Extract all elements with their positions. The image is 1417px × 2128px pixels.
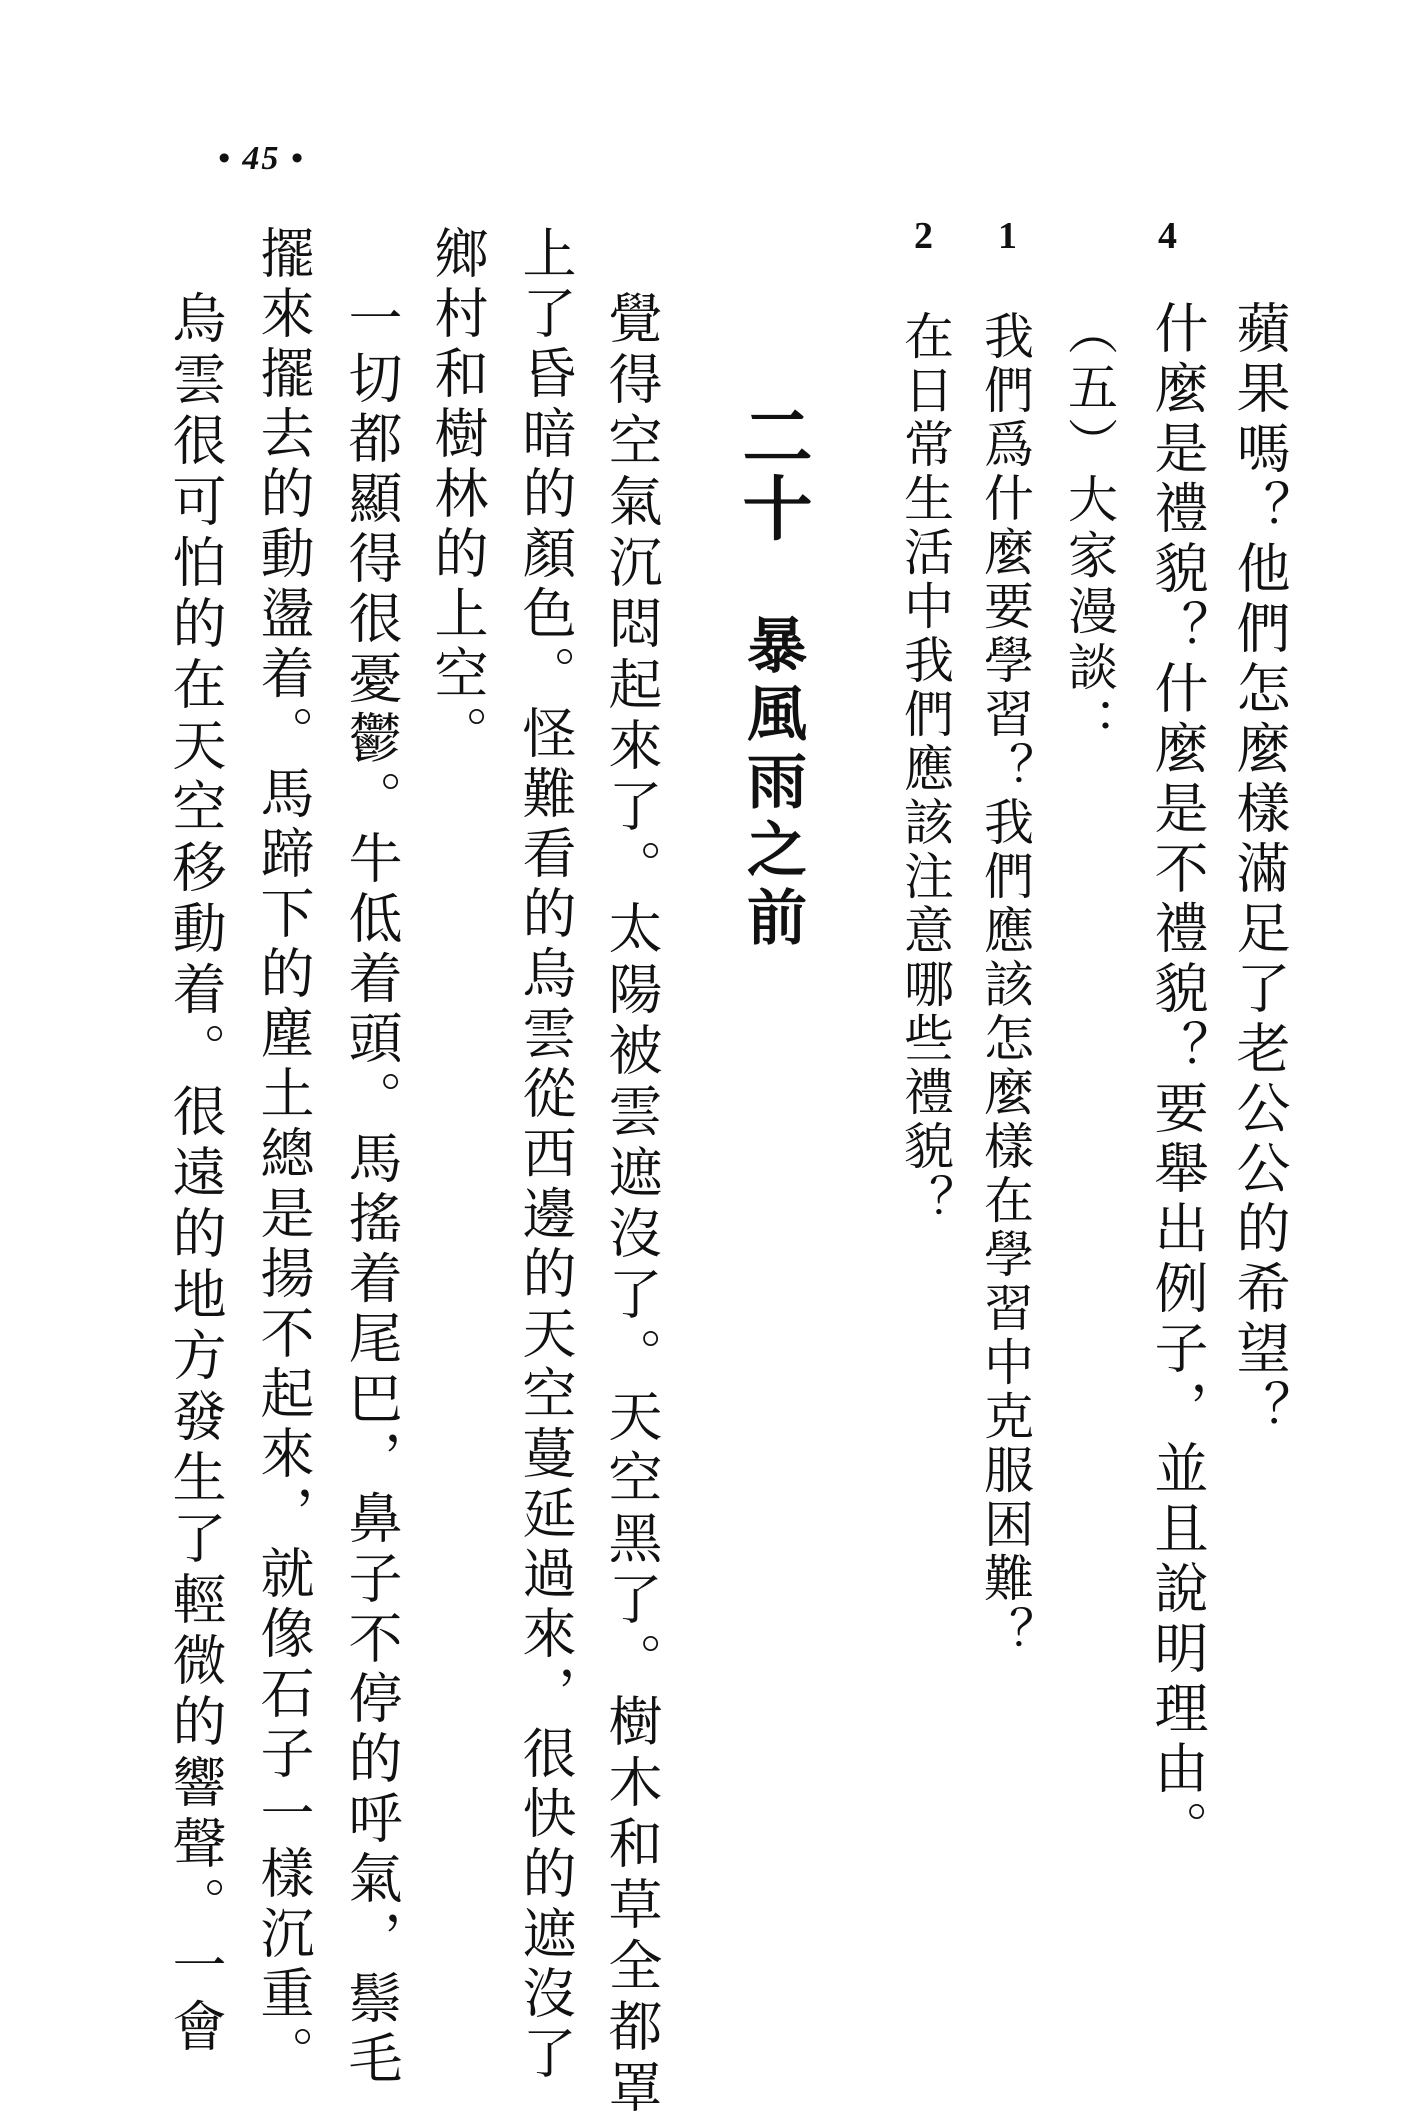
discussion-heading: （五）大家漫談： — [1060, 305, 1118, 753]
discussion-item-1-text: 我們爲什麼要學習？我們應該怎麼樣在學習中克服困難？ — [976, 310, 1034, 1660]
discussion-number-1: 1 — [998, 215, 1017, 257]
page-number: • 45 • — [218, 140, 305, 177]
lesson-title: 暴風雨之前 — [737, 614, 807, 954]
question-number-4: 4 — [1158, 215, 1177, 257]
question-4-text: 什麼是禮貌？什麼是不禮貌？要舉出例子，並且說明理由。 — [1146, 300, 1209, 1860]
body-column-6: 烏雲很可怕的在天空移動着。很遠的地方發生了輕微的響聲。一會 — [164, 290, 227, 2059]
discussion-number-2: 2 — [914, 215, 933, 257]
discussion-item-2-text: 在日常生活中我們應該注意哪些禮貌？ — [896, 310, 954, 1228]
body-column-2: 上了昏暗的顏色。怪難看的烏雲從西邊的天空蔓延過來，很快的遮沒了 — [514, 225, 577, 2085]
body-column-4: 一切都顯得很憂鬱。牛低着頭。馬搖着尾巴，鼻子不停的呼氣，鬃毛 — [340, 290, 403, 2090]
question-4-continuation: 蘋果嗎？他們怎麼樣滿足了老公公的希望？ — [1228, 300, 1291, 1440]
body-column-5: 擺來擺去的動盪着。馬蹄下的塵土總是揚不起來，就像石子一樣沉重。 — [252, 225, 315, 2085]
body-column-1: 覺得空氣沉悶起來了。太陽被雲遮沒了。天空黑了。樹木和草全都罩 — [600, 290, 663, 2120]
lesson-number: 二十 — [731, 400, 814, 544]
lesson-heading — [722, 400, 823, 954]
body-column-3: 鄉村和樹林的上空。 — [426, 225, 489, 765]
